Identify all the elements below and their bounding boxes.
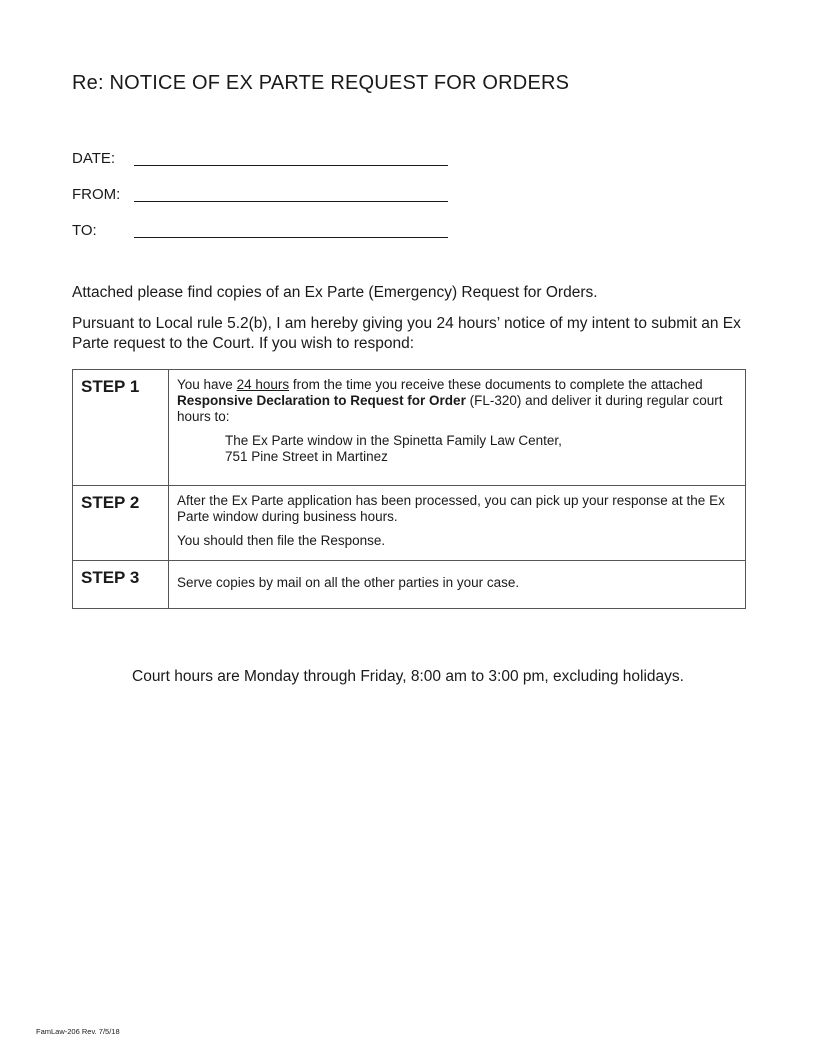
step1-text-c: (FL-320) and deliver it during regular court hours to: — [177, 393, 723, 424]
step1-body — [169, 370, 746, 486]
step2-text-1: After the Ex Parte application has been processed, you can pick up your response at the Ex Parte window during business hours. — [177, 493, 725, 524]
step-row-3 — [73, 561, 746, 609]
step1-form-name: Responsive Declaration to Request for Order — [177, 393, 466, 408]
page-title: Re: NOTICE OF EX PARTE REQUEST FOR ORDERS — [72, 72, 570, 94]
step-row-1 — [73, 370, 746, 486]
intro-paragraph-2: Pursuant to Local rule 5.2(b), I am hereby giving you 24 hours’ notice of my intent to submit an Ex Parte request to the Court. If you wish to respond: — [72, 315, 741, 352]
step1-text-b: from the time you receive these documents to complete the attached — [289, 377, 703, 392]
intro-paragraph-1: Attached please find copies of an Ex Parte (Emergency) Request for Orders. — [72, 284, 598, 301]
date-field-row — [72, 150, 452, 170]
step1-instructions — [177, 377, 737, 425]
steps-table — [72, 369, 746, 609]
to-blank-line — [134, 237, 448, 238]
step2-label: STEP 2 — [73, 486, 169, 561]
step1-text-a: You have — [177, 377, 237, 392]
step1-address-line2: 751 Pine Street in Martinez — [225, 449, 388, 464]
step1-hours: 24 hours — [236, 377, 290, 392]
step1-address-line1: The Ex Parte window in the Spinetta Family Law Center, — [225, 433, 562, 448]
step2-text-2: You should then file the Response. — [177, 533, 386, 548]
from-field-row — [72, 186, 452, 206]
step2-body — [169, 486, 746, 561]
step3-body: Serve copies by mail on all the other parties in your case. — [169, 561, 746, 609]
from-label: FROM: — [72, 186, 121, 203]
step-row-2 — [73, 486, 746, 561]
to-field-row — [72, 222, 452, 242]
form-footer: FamLaw-206 Rev. 7/5/18 — [36, 1027, 120, 1036]
date-label: DATE: — [72, 150, 116, 167]
court-hours: Court hours are Monday through Friday, 8:00 am to 3:00 pm, excluding holidays. — [132, 668, 684, 685]
from-blank-line — [134, 201, 448, 202]
to-label: TO: — [72, 222, 97, 239]
step1-label: STEP 1 — [73, 370, 169, 486]
step3-label: STEP 3 — [73, 561, 169, 609]
date-blank-line — [134, 165, 448, 166]
step1-address — [177, 433, 737, 465]
